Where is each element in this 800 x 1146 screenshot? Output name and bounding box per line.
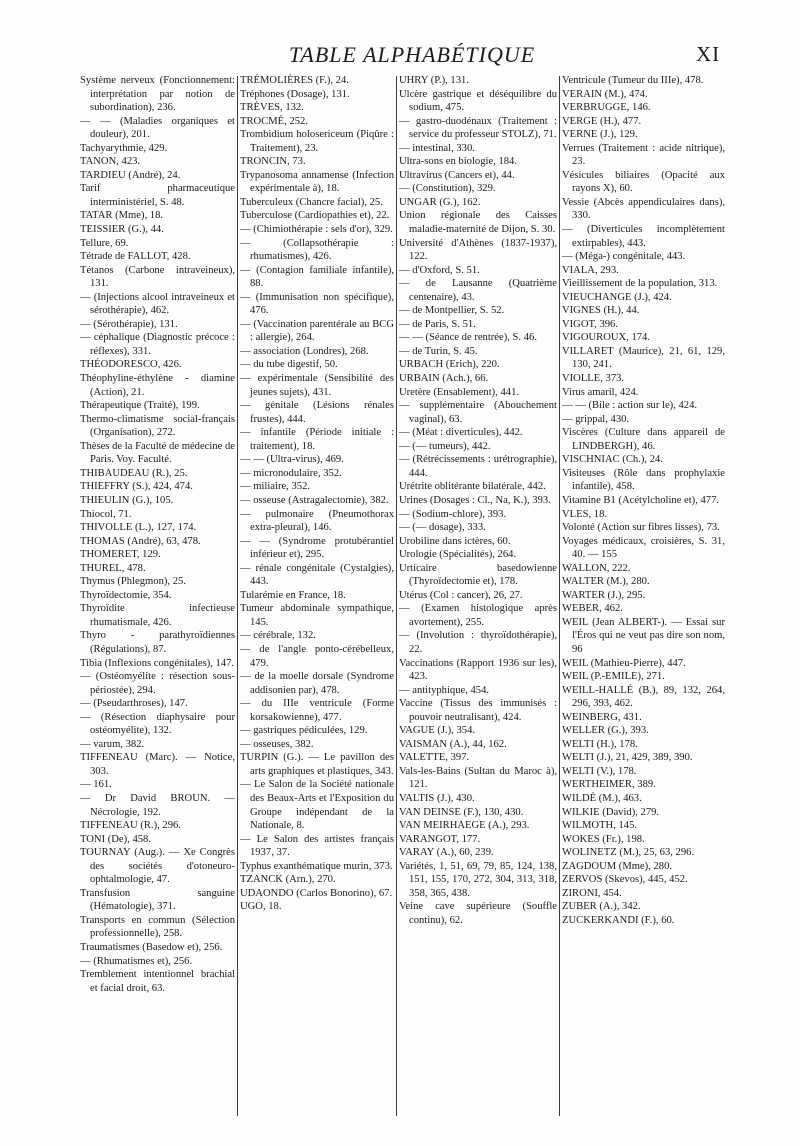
index-entry: VAISMAN (A.), 44, 162. — [399, 738, 507, 750]
index-entry: Système nerveux (Fonctionnement: interprétation par notion de subordination), 236. — [80, 75, 235, 114]
index-entry: — expérimentale (Sensibilité des jeunes sujets), 431. — [240, 373, 394, 398]
index-entry: — supplémentaire (Abouchement vaginal), 63. — [399, 400, 557, 425]
index-entry: Ulcère gastrique et déséquilibre du sodium, 475. — [399, 88, 557, 114]
index-entry: — (Diverticules incomplètement extirpables), 443. — [562, 224, 725, 249]
index-entry: — — (Ultra-virus), 469. — [240, 454, 344, 466]
index-entry: WEILL-HALLÉ (B.), 89, 132, 264, 296, 393, 462. — [562, 684, 725, 710]
index-entry: URBAIN (Ach.), 66. — [399, 373, 489, 385]
index-entry: — Le Salon de la Société nationale des Beaux-Arts et l'Exposition du Groupe indépendant de la Nationale, 8. — [240, 779, 394, 832]
index-entry: VIGOT, 396. — [562, 318, 618, 330]
index-entry: WARTER (J.), 295. — [562, 589, 646, 601]
index-entry: Transfusion sanguine (Hématologie), 371. — [80, 887, 235, 913]
index-entry: WEIL (Mathieu-Pierre), 447. — [562, 657, 686, 669]
index-entry: VISCHNIAC (Ch.), 24. — [562, 454, 663, 466]
index-entry: Trombidium holosericeum (Piqûre : Traitement), 23. — [240, 129, 394, 154]
index-entry: Union régionale des Caisses maladie-maternité de Dijon, S. 30. — [399, 210, 557, 236]
index-entry: WILMOTH, 145. — [562, 820, 638, 832]
index-entry: Vaccinations (Rapport 1936 sur les), 423. — [399, 657, 557, 683]
index-entry: VIGOUROUX, 174. — [562, 332, 650, 344]
index-entry: — (Rhumatismes et), 256. — [80, 955, 193, 967]
index-entry: — (Pseudarthroses), 147. — [80, 698, 188, 710]
index-entry: — (Méat : diverticules), 442. — [399, 427, 523, 439]
index-entry: — (— dosage), 333. — [399, 522, 486, 534]
index-entry: WILKIE (David), 279. — [562, 806, 660, 818]
index-entry: — (Méga-) congénitale, 443. — [562, 251, 686, 263]
index-entry: VAGUE (J.), 354. — [399, 725, 476, 737]
index-entry: THIVOLLE (L.), 127, 174. — [80, 522, 197, 534]
index-entry: — (Vaccination parentérale au BCG : allergie), 264. — [240, 318, 394, 344]
index-entry: ZAGDOUM (Mme), 280. — [562, 860, 673, 872]
index-entry: THOMAS (André), 63, 478. — [80, 535, 201, 547]
index-entry: Urticaire basedowienne (Thyroïdectomie et), 178. — [399, 562, 557, 588]
index-entry: — (Contagion familiale infantile), 88. — [240, 264, 394, 290]
index-entry: WERTHEIMER, 389. — [562, 779, 656, 791]
index-entry: — (— tumeurs), 442. — [399, 440, 491, 452]
index-entry: Tétanos (Carbone intraveineux), 131. — [80, 264, 235, 290]
index-entry: — 161. — [80, 779, 112, 791]
index-entry: Tibia (Inflexions congénitales), 147. — [80, 657, 235, 669]
index-entry: ZERVOS (Skevos), 445, 452. — [562, 874, 688, 886]
index-entry: Voyages médicaux, croisières, S. 31, 40. — 155 — [562, 535, 725, 561]
index-column-1 — [80, 74, 235, 1140]
index-entry: Tumeur abdominale sympathique, 145. — [240, 603, 394, 628]
index-entry: Urobiline dans ictères, 60. — [399, 535, 511, 547]
index-entry: WEBER, 462. — [562, 603, 623, 615]
running-title: TABLE ALPHABÉTIQUE — [288, 42, 536, 67]
index-entry: Variétés, 1, 51, 69, 79, 85, 124, 138, 151, 155, 170, 272, 304, 313, 318, 358, 365, 438. — [399, 860, 557, 899]
index-entry: — — (Bile : action sur le), 424. — [562, 400, 698, 412]
index-entry: — de Paris, S. 51. — [399, 318, 476, 330]
index-entry: Tétrade de FALLOT, 428. — [80, 251, 191, 263]
index-entry: — de Turin, S. 45. — [399, 345, 478, 357]
index-entry: — osseuse (Astragalectomie), 382. — [240, 494, 389, 506]
index-entry: TATAR (Mme), 18. — [80, 210, 164, 222]
index-entry: WILDÉ (M.), 463. — [562, 792, 642, 804]
index-entry: Thèses de la Faculté de médecine de Paris. Voy. Faculté. — [80, 440, 235, 466]
index-entry: — association (Londres), 268. — [240, 345, 369, 357]
index-entry: Vaccine (Tissus des immunisés : pouvoir neutralisant), 424. — [399, 698, 557, 723]
index-entry: Tularémie en France, 18. — [240, 589, 346, 601]
index-entry: Thymus (Phlegmon), 25. — [80, 576, 186, 588]
index-entry: VLES, 18. — [562, 508, 608, 520]
index-entry: Thyroïdectomie, 354. — [80, 589, 172, 601]
index-entry: THIEFFRY (S.), 424, 474. — [80, 481, 193, 493]
index-entry: WEIL (P.-EMILE), 271. — [562, 671, 665, 683]
index-entry: THIBAUDEAU (R.), 25. — [80, 467, 188, 479]
index-entry: Vésicules biliaires (Opacité aux rayons X), 60. — [562, 169, 725, 195]
index-entry: — (Immunisation non spécifique), 476. — [240, 291, 394, 317]
index-entry: Traumatismes (Basedow et), 256. — [80, 942, 223, 953]
index-entry: — (Chimiothérapie : sels d'or), 329. — [240, 224, 393, 236]
index-entry: TANON, 423. — [80, 156, 141, 168]
index-entry: Université d'Athènes (1837-1937), 122. — [399, 237, 557, 263]
index-entry: TZANCK (Arn.), 270. — [240, 874, 336, 886]
index-entry: — céphalique (Diagnostic précoce : réflexes), 331. — [80, 332, 235, 357]
index-entry: WOLINETZ (M.), 25, 63, 296. — [562, 847, 695, 859]
index-entry: Veine cave supérieure (Souffle continu), 62. — [399, 901, 557, 926]
index-entry: Ultra-sons en biologie, 184. — [399, 156, 517, 168]
index-column-4 — [562, 74, 725, 1140]
index-entry: THOMERET, 129. — [80, 549, 161, 561]
page-number: XI — [696, 42, 721, 66]
column-divider — [237, 76, 238, 1116]
index-entry: UDAONDO (Carlos Bonorino), 67. — [240, 887, 393, 899]
index-entry: — varum, 382. — [80, 738, 145, 750]
index-entry: — (Rétrécissements : urétrographie), 444. — [399, 454, 557, 479]
index-entry: VIALA, 293. — [562, 264, 619, 276]
index-entry: Urologie (Spécialités), 264. — [399, 549, 517, 561]
index-entry: TRÉMOLIÈRES (F.), 24. — [240, 75, 349, 86]
index-entry: WELTI (H.), 178. — [562, 738, 638, 750]
index-entry: — — (Séance de rentrée), S. 46. — [399, 332, 537, 344]
index-entry: ZIRONI, 454. — [562, 887, 622, 899]
index-entry: VERNE (J.), 129. — [562, 129, 638, 141]
index-entry: — (Collapsothérapie : rhumatismes), 426. — [240, 237, 394, 263]
index-entry: UHRY (P.), 131. — [399, 75, 469, 86]
index-entry: — gastriques pédiculées, 129. — [240, 725, 368, 737]
index-entry: — (Examen histologique après avortement), 255. — [399, 603, 557, 628]
index-entry: — d'Oxford, S. 51. — [399, 264, 480, 276]
index-entry: — miliaire, 352. — [240, 481, 311, 493]
index-entry: — (Constitution), 329. — [399, 183, 496, 195]
index-entry: VERBRUGGE, 146. — [562, 102, 651, 114]
index-entry: Thiocol, 71. — [80, 508, 132, 520]
index-entry: — de la moelle dorsale (Syndrome addisonien par), 478. — [240, 671, 394, 696]
index-entry: TIFFENEAU (Marc). — Notice, 303. — [80, 752, 235, 777]
index-entry: — rénale congénitale (Cystalgies), 443. — [240, 562, 394, 588]
index-entry: — osseuses, 382. — [240, 738, 314, 750]
index-entry: ZUBER (A.), 342. — [562, 901, 641, 913]
index-entry: Transports en commun (Sélection professionnelle), 258. — [80, 914, 235, 940]
index-entry: — grippal, 430. — [562, 413, 630, 425]
index-entry: Théophyline-éthylène - diamine (Action), 21. — [80, 373, 235, 398]
index-entry: Volonté (Action sur fibres lisses), 73. — [562, 522, 720, 534]
index-entry: VERGE (H.), 477. — [562, 115, 642, 127]
index-entry: WALTER (M.), 280. — [562, 576, 650, 588]
index-entry: VERAIN (M.), 474. — [562, 88, 648, 100]
index-entry: Utérus (Col : cancer), 26, 27. — [399, 589, 523, 601]
index-column-3 — [399, 74, 557, 1140]
index-entry: THIEULIN (G.), 105. — [80, 494, 174, 506]
index-entry: Visiteuses (Rôle dans prophylaxie infantile), 458. — [562, 467, 725, 493]
index-entry: Verrues (Traitement : acide nitrique), 23. — [562, 142, 725, 168]
index-entry: Trypanosoma annamense (Infection expérimentale à), 18. — [240, 169, 394, 195]
index-entry: TRONCIN, 73. — [240, 156, 306, 168]
index-entry: Thérapeutique (Traité), 199. — [80, 400, 200, 412]
index-entry: TURPIN (G.). — Le pavillon des arts graphiques et plastiques, 343. — [240, 752, 394, 777]
index-entry: — infantile (Période initiale : traitement), 18. — [240, 427, 394, 452]
index-entry: — de l'angle ponto-cérébelleux, 479. — [240, 643, 394, 669]
index-entry: VAN MEIRHAEGE (A.), 293. — [399, 820, 530, 832]
index-entry: Thermo-climatisme social-français (Organisation), 272. — [80, 413, 235, 439]
index-entry: THUREL, 478. — [80, 562, 146, 574]
index-entry: — cérébrale, 132. — [240, 630, 316, 642]
index-entry: Vessie (Abcès appendiculaires dans), 330. — [562, 196, 725, 222]
index-entry: — (Ostéomyélite : résection sous-périostée), 294. — [80, 671, 235, 696]
index-entry: TONI (De), 458. — [80, 833, 152, 845]
index-entry: VARAY (A.), 60, 239. — [399, 847, 494, 859]
index-entry: Tuberculose (Cardiopathies et), 22. — [240, 210, 390, 222]
index-entry: — de Lausanne (Quatrième centenaire), 43. — [399, 278, 557, 303]
index-entry: Uretère (Ensablement), 441. — [399, 386, 520, 398]
index-entry: THÉODORESCO, 426. — [80, 359, 182, 371]
index-entry: — Le Salon des artistes français 1937, 37. — [240, 833, 394, 859]
index-entry: WOKES (Fr.), 198. — [562, 833, 645, 845]
index-entry: — micronodulaire, 352. — [240, 467, 342, 479]
index-entry: — (Sodium-chlore), 393. — [399, 508, 507, 520]
column-divider — [559, 76, 560, 1116]
index-entry: VALTIS (J.), 430. — [399, 792, 475, 804]
index-entry: WELLER (G.), 393. — [562, 725, 649, 737]
index-entry: — (Sérothérapie), 131. — [80, 318, 178, 330]
index-column-2 — [240, 74, 394, 1140]
index-entry: Tachyarythmie, 429. — [80, 142, 168, 154]
index-entry: — — (Syndrome protubérantiel inférieur et), 295. — [240, 535, 394, 561]
index-entry: — — (Maladies organiques et douleur), 201. — [80, 115, 235, 141]
index-entry: Typhus exanthématique murin, 373. — [240, 860, 393, 872]
index-entry: Tréphones (Dosage), 131. — [240, 88, 350, 100]
index-entry: Thyro - parathyroïdiennes (Régulations), 87. — [80, 630, 235, 655]
index-entry: — génitale (Lésions rénales frustes), 444. — [240, 400, 394, 425]
index-entry: — pulmonaire (Pneumothorax extra-pleural), 146. — [240, 508, 394, 534]
index-entry: Tuberculeux (Chancre facial), 25. — [240, 196, 383, 208]
index-entry: — Dr David BROUN. — Nécrologie, 192. — [80, 792, 235, 818]
index-entry: Vieillissement de la population, 313. — [562, 278, 718, 290]
index-entry: VIGNES (H.), 44. — [562, 305, 640, 317]
index-entry: Virus amaril, 424. — [562, 386, 639, 398]
index-entry: VILLARET (Maurice), 21, 61, 129, 130, 241. — [562, 345, 725, 371]
index-entry: WELTI (V.), 178. — [562, 765, 637, 777]
index-entry: TROCMÉ, 252. — [240, 115, 308, 127]
index-entry: TOURNAY (Aug.). — Xe Congrès des sociétés d'otoneuro-ophtalmologie, 47. — [80, 847, 235, 886]
index-entry: WELTI (J.), 21, 429, 389, 390. — [562, 752, 693, 764]
index-entry: — (Injections alcool intraveineux et sérothérapie), 462. — [80, 291, 235, 317]
index-entry: Urétrite oblitérante bilatérale, 442. — [399, 481, 546, 493]
index-entry: TEISSIER (G.), 44. — [80, 224, 164, 236]
index-entry: UNGAR (G.), 162. — [399, 196, 481, 208]
index-entry: VAN DEINSE (F.), 130, 430. — [399, 806, 524, 818]
index-entry: — du IIIe ventricule (Forme korsakowienne), 477. — [240, 698, 394, 723]
index-entry: TIFFENEAU (R.), 296. — [80, 820, 181, 832]
index-entry: Ventricule (Tumeur du IIIe), 478. — [562, 75, 704, 86]
index-entry: Ultravirus (Cancers et), 44. — [399, 169, 515, 181]
index-entry: — du tube digestif, 50. — [240, 359, 338, 371]
index-entry: ZUCKERKANDI (F.), 60. — [562, 914, 675, 926]
index-entry: VARANGOT, 177. — [399, 833, 481, 845]
index-entry: Tarif pharmaceutique interministériel, S. 48. — [80, 183, 235, 208]
index-entry: VIOLLE, 373. — [562, 373, 625, 385]
index-entry: Thyroïdite infectieuse rhumatismale, 426. — [80, 603, 235, 628]
index-entry: VALETTE, 397. — [399, 752, 470, 764]
index-entry: TARDIEU (André), 24. — [80, 169, 181, 181]
index-entry: VIEUCHANGE (J.), 424. — [562, 291, 672, 303]
index-entry: UGO, 18. — [240, 901, 282, 913]
index-entry: URBACH (Erich), 220. — [399, 359, 500, 371]
index-entry: — de Montpellier, S. 52. — [399, 305, 505, 317]
index-entry: — (Résection diaphysaire pour ostéomyélite), 132. — [80, 711, 235, 737]
index-entry: Tremblement intentionnel brachial et facial droit, 63. — [80, 969, 235, 994]
index-entry: — intestinal, 330. — [399, 142, 475, 154]
column-divider — [396, 76, 397, 1116]
index-entry: TRÈVES, 132. — [240, 102, 304, 114]
index-entry: — gastro-duodénaux (Traitement : service du professeur STOLZ), 71. — [399, 115, 557, 141]
index-entry: Tellure, 69. — [80, 237, 129, 249]
index-entry: — antityphique, 454. — [399, 684, 490, 696]
index-entry: Vals-les-Bains (Sultan du Maroc à), 121. — [399, 765, 557, 791]
index-entry: — (Involution : thyroïdothérapie), 22. — [399, 630, 557, 655]
index-entry: Vitamine B1 (Acétylcholine et), 477. — [562, 494, 720, 506]
index-entry: WALLON, 222. — [562, 562, 631, 574]
index-entry: Urines (Dosages : Cl., Na, K.), 393. — [399, 494, 551, 506]
index-entry: Viscères (Culture dans appareil de LINDBERGH), 46. — [562, 427, 725, 452]
index-entry: WEINBERG, 431. — [562, 711, 642, 723]
index-entry: WEIL (Jean ALBERT-). — Essai sur l'Éros qui ne veut pas dire son nom, 96 — [562, 616, 725, 655]
